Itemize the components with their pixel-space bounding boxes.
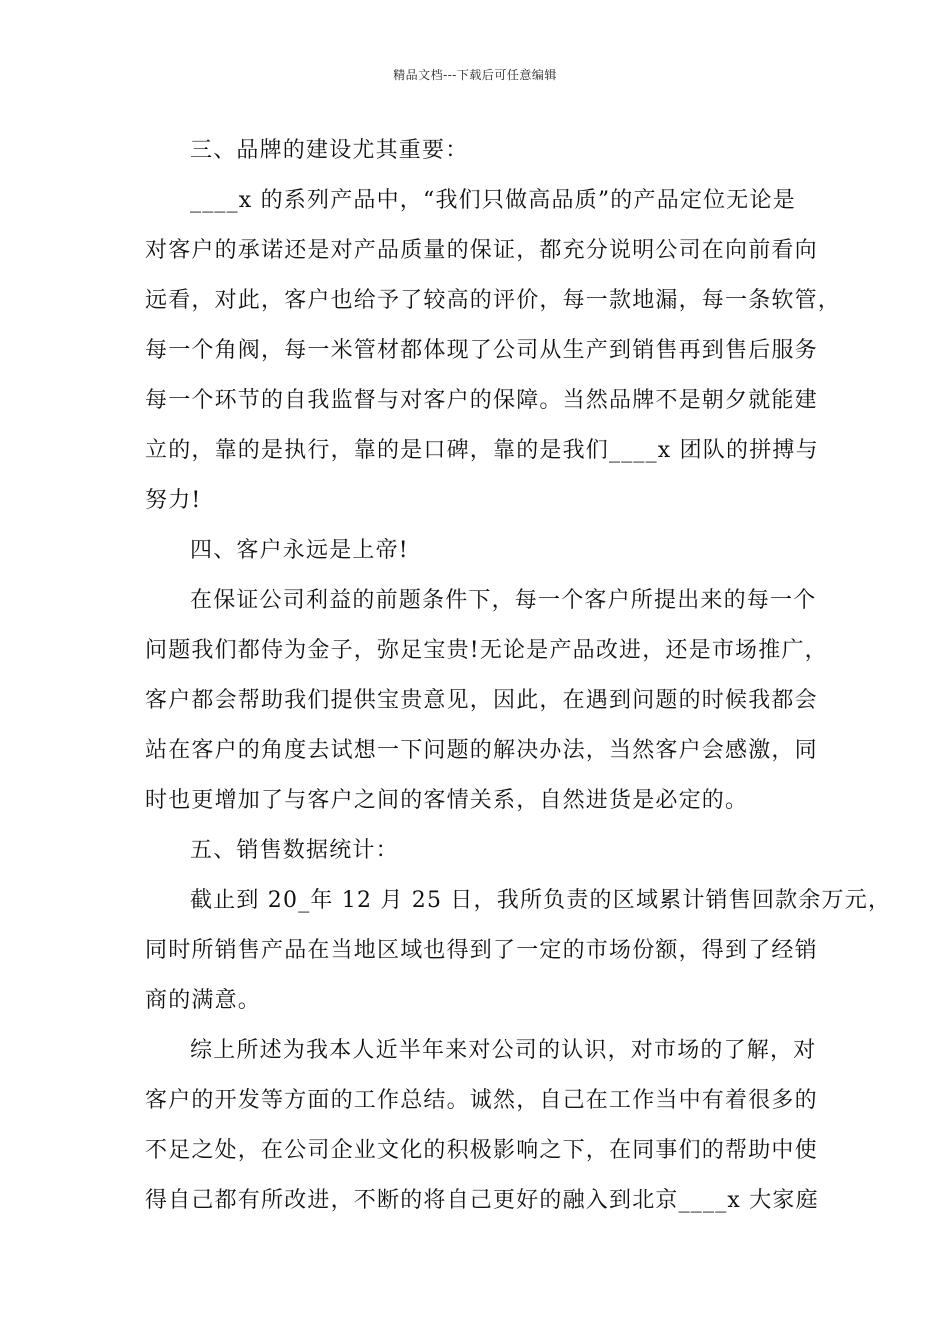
paragraph-line: 客户都会帮助我们提供宝贵意见，因此，在遇到问题的时候我都会 <box>145 688 818 713</box>
paragraph-line: 商的满意。 <box>145 988 262 1013</box>
paragraph-line: 截止到 20_年 12 月 25 日，我所负责的区域累计销售回款余万元， <box>190 888 892 913</box>
paragraph-line: 问题我们都侍为金子，弥足宝贵!无论是产品改进，还是市场推广， <box>145 638 828 663</box>
paragraph-line: 站在客户的角度去试想一下问题的解决办法，当然客户会感激，同 <box>145 738 818 763</box>
paragraph-line: 每一个环节的自我监督与对客户的保障。当然品牌不是朝夕就能建 <box>145 388 818 413</box>
paragraph-line: 综上所述为我本人近半年来对公司的认识，对市场的了解，对 <box>190 1038 817 1063</box>
paragraph-line: 时也更增加了与客户之间的客情关系，自然进货是必定的。 <box>145 788 749 813</box>
paragraph-line: 远看，对此，客户也给予了较高的评价，每一款地漏，每一条软管， <box>145 288 842 313</box>
paragraph-line: 在保证公司利益的前题条件下，每一个客户所提出来的每一个 <box>190 588 817 613</box>
section-heading-brand: 三、品牌的建设尤其重要： <box>190 138 469 163</box>
section-heading-sales-data: 五、销售数据统计： <box>190 838 399 863</box>
section-heading-customer: 四、客户永远是上帝! <box>190 538 409 563</box>
paragraph-line: 努力! <box>145 488 202 513</box>
paragraph-line: 得自己都有所改进，不断的将自己更好的融入到北京____x 大家庭 <box>145 1188 819 1213</box>
paragraph-line: 同时所销售产品在当地区域也得到了一定的市场份额，得到了经销 <box>145 938 818 963</box>
paragraph-line: 对客户的承诺还是对产品质量的保证，都充分说明公司在向前看向 <box>145 238 818 263</box>
page-header: 精品文档---下载后可任意编辑 <box>393 68 557 82</box>
paragraph-line: 每一个角阀，每一米管材都体现了公司从生产到销售再到售后服务 <box>145 338 818 363</box>
paragraph-line: 客户的开发等方面的工作总结。诚然，自己在工作当中有着很多的 <box>145 1088 818 1113</box>
paragraph-line: 立的，靠的是执行，靠的是口碑，靠的是我们____x 团队的拼搏与 <box>145 438 819 463</box>
paragraph-line: 不足之处，在公司企业文化的积极影响之下，在同事们的帮助中使 <box>145 1138 818 1163</box>
paragraph-line: ____x 的系列产品中，“我们只做高品质”的产品定位无论是 <box>190 188 796 213</box>
